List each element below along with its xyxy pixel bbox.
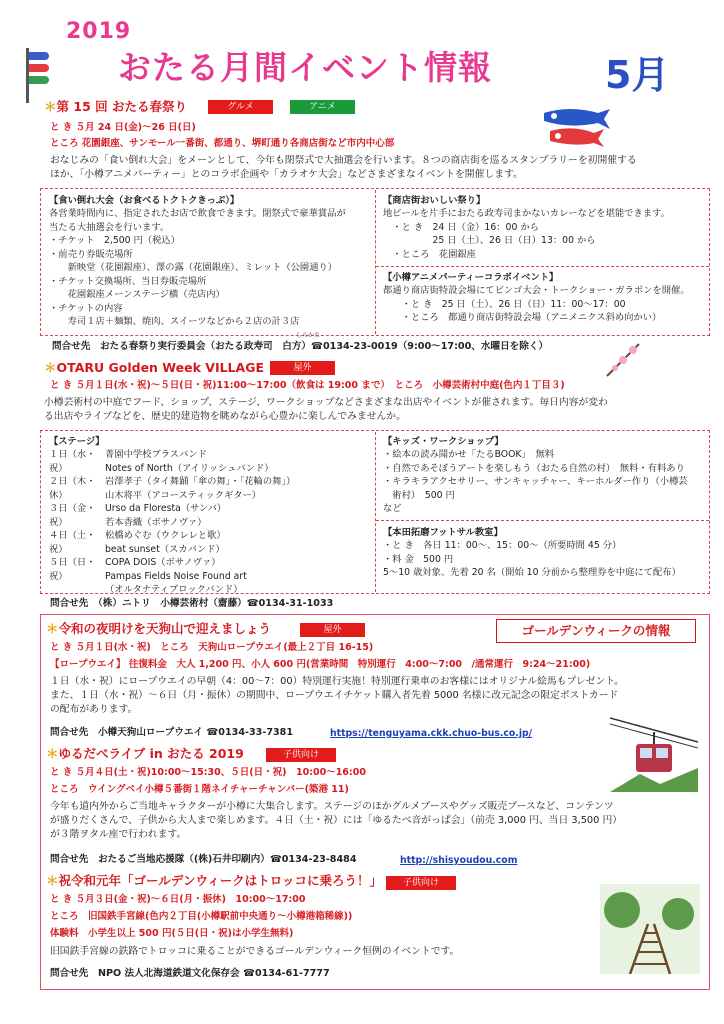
- stage-day: １日（水・祝） 菁園中学校ブラスバンド Notes of North（アイリッシュバンド）: [49, 449, 274, 474]
- torokko-fee: 体験料 小学生以上 500 円(５日(日・祝)は小学生無料): [50, 928, 294, 939]
- star-icon: ＊: [46, 746, 59, 761]
- star-icon: ＊: [46, 621, 59, 636]
- festival-contact: 問合せ先 おたる春祭り実行委員会（おたる政寿司 白方）☎0134-23-0019（9:00〜17:00、水曜日を除く）: [52, 341, 549, 352]
- stage-day: ４日（土・祝） 松橋めぐむ（ウクレレと歌） beat sunset（スカバンド）: [49, 530, 226, 555]
- kuidaore-box: 【食い倒れ大会（お食べるトクトクきっぷ）】 各営業時間内に、指定されたお店で飲食できます。閉祭式で豪華賞品が 当たる大抽選会を行います。 ・チケット 2,500 円（税込） ・前売り券販売場所 新映堂（花園銀座）、澤の露（花園銀座）、ミレット（公園通り） ・チケット交換場所、当日券販売場所 花園銀座メーンステージ横（売店内） ・チケットの内容 寿司１店＋麺類、焼肉、スイーツなどから２店の計３店: [49, 195, 346, 328]
- torokko-date: と き ５月３日(金・祝)〜６日(月・振休) 10:00〜17:00: [50, 894, 306, 905]
- divider: [375, 432, 376, 592]
- gw-village-contact: 問合せ先 （株）ニトリ 小樽芸術村（齋藤）☎0134-31-1033: [50, 598, 334, 609]
- page-title: おたる月間イベント情報: [118, 48, 492, 87]
- railway-track-icon: [600, 884, 700, 974]
- festival-date: と き ５月 24 日(金)〜26 日(日): [50, 122, 196, 133]
- tenguyama-ropeway: 【ロープウエイ】 往復料金 大人 1,200 円、小人 600 円(営業時間 特別運行 4:00〜7:00 /通常運行 9:24〜21:00): [50, 659, 591, 670]
- yurudera-place: ところ ウイングベイ小樽５番街１階ネイチャーチャンバー(築港 11): [50, 784, 349, 795]
- koinobori-icon: [29, 76, 49, 84]
- torokko-title: ＊祝令和元年「ゴールデンウィークはトロッコに乗ろう！」: [46, 873, 383, 888]
- yurudera-desc: 今年も道内外からご当地キャラクターが小樽に大集合します。ステージのほかグルメブースやグッズ販売ブースなど、コンテンツ が盛りだくさんで、子供から大人まで楽しめます。４日（土・祝）には「ゆるたべ音がっぱ会」（前売 3,000 円、当日 3,500 円） が３階ヲタル座で行われます。: [50, 801, 623, 841]
- yurudera-link[interactable]: http://shisyoudou.com: [400, 855, 518, 866]
- yurudera-title: ＊ゆるだべライブ in おたる 2019: [46, 746, 244, 761]
- koinobori-illustration-icon: [540, 103, 615, 151]
- tag-kids: 子供向け: [266, 748, 336, 762]
- page-year: 2019: [66, 19, 132, 44]
- tag-gourmet: グルメ: [208, 100, 273, 114]
- koinobori-icon: [29, 64, 49, 72]
- festival-desc: おなじみの「食い倒れ大会」をメーンとして、今年も閉祭式で大抽選会を行います。８つの商店街を巡るスタンプラリーを初開催する ほか、「小樽アニメパーティー」とのコラボ企画や「カラオケ大会」などさまざまなイベントを開催します。: [50, 155, 637, 181]
- ropeway-gondola-icon: [610, 712, 698, 792]
- cherry-blossom-icon: [605, 338, 643, 380]
- anime-collab-box: 【小樽アニメパーティーコラボイベント】 都通り商店街特設会場にてビンゴ大会・トークショー・ガラポンを開催。 ・と き 25 日（土）、26 日（日）11：00〜17：00 ・ところ 都通り商店街特設会場（アニメニクス斜め向かい）: [383, 272, 690, 324]
- gw-village-desc: 小樽芸術村の中庭でフード、ショップ、ステージ、ワークショップなどさまざまな出店やイベントが催されます。毎日内容が変わ る出店やライブなどを、歴史的建造物を眺めながら心豊かに楽しんでみませんか。: [44, 397, 608, 423]
- stage-day: ５日（日・祝） COPA DOIS（ボサノヴァ） Pampas Fields Noise Found art （オルタナティブロックバンド）: [49, 557, 247, 596]
- star-icon: ＊: [46, 873, 59, 888]
- yurudera-date: と き ５月４日(土・祝)10:00〜15:30、５日(日・祝) 10:00〜16:00: [50, 767, 366, 778]
- stage-day: ２日（木・休） 岩澤孝子（タイ舞踊「傘の舞」・「花輪の舞」） 山木将平（アコースティックギター）: [49, 476, 296, 501]
- divider: [376, 520, 709, 521]
- tenguyama-date: と き ５月１日(水・祝) ところ 天狗山ロープウエイ(最上２丁目 16-15): [50, 642, 374, 653]
- star-icon: ＊: [44, 99, 57, 114]
- divider: [375, 190, 376, 334]
- tenguyama-contact: 問合せ先 小樽天狗山ロープウエイ ☎0134-33-7381: [50, 727, 294, 738]
- tag-kids: 子供向け: [386, 876, 456, 890]
- festival-place: ところ 花園銀座、サンモール一番街、都通り、堺町通り各商店街など市内中心部: [50, 138, 395, 149]
- stage-box: 【ステージ】 １日（水・祝） 菁園中学校ブラスバンド Notes of North（アイリッシュバンド） ２日（木・休） 岩澤孝子（タイ舞踊「傘の舞」・「花輪の舞」） 山木将平（アコースティックギター） ３日（金・祝） Urso da Floresta（サンバ） 若本香織（ボサノヴァ） ４日（土・祝） 松橋めぐむ（ウクレレと歌） beat sunset（スカバンド） ５日（日・祝） COPA DOIS（ボサノヴァ） Pampas Fields Noise Found art （オルタナティブロックバンド）: [44, 432, 374, 600]
- golden-week-banner: ゴールデンウィークの情報: [496, 619, 696, 643]
- gw-village-date: と き ５月１日(水・祝)〜５日(日・祝)11:00〜17:00（飲食は 19:00 まで） ところ 小樽芸術村中庭(色内１丁目３): [50, 380, 565, 391]
- yurudera-contact: 問合せ先 おたるご当地応援隊（(株)石井印刷内）☎0134-23-8484: [50, 854, 357, 865]
- gw-village-title: ＊OTARU Golden Week VILLAGE: [44, 360, 264, 375]
- divider: [376, 266, 709, 267]
- festival-title: ＊第 15 回 おたる春祭り: [44, 99, 187, 114]
- torokko-desc: 旧国鉄手宮線の鉄路でトロッコに乗ることができるゴールデンウィーク恒例のイベントです。: [50, 946, 460, 957]
- kids-workshop-box: 【キッズ・ワークショップ】 ・絵本の読み聞かせ「たるBOOK」 無料 ・自然であそぼうアートを楽しもう（おたる自然の村） 無料・有料あり ・キラキラアクセサリー、サンキャッチャー、キーホルダー作り（小樽芸 術村） 500 円 など: [383, 436, 688, 515]
- torokko-contact: 問合せ先 NPO 法人北海道鉄道文化保存会 ☎0134-61-7777: [50, 968, 330, 979]
- tenguyama-link[interactable]: https://tenguyama.ckk.chuo-bus.co.jp/: [330, 728, 533, 739]
- tag-outdoor: 屋外: [270, 361, 335, 375]
- oishii-box: 【商店街おいしい祭り】 地ビールを片手におたる政寿司まかないカレーなどを堪能できます。 ・と き 24 日（金）16：00 から 25 日（土）、26 日（日）13：00 から ・ところ 花園銀座: [383, 195, 670, 260]
- tag-outdoor: 屋外: [300, 623, 365, 637]
- torokko-place: ところ 旧国鉄手宮線(色内２丁目(小樽駅前中央通り〜小樽港箱稀線)): [50, 911, 353, 922]
- tag-anime: アニメ: [290, 100, 355, 114]
- tenguyama-desc: １日（水・祝）にロープウエイの早朝（4：00〜7：00）特別運行実施！特別運行乗車のお客様にはオリジナル絵馬もプレゼント。 また、１日（水・祝）〜６日（月・振休）の期間中、ロープウエイチケット購入者先着 5000 名様に改元記念の限定ポストカード の配布があります。: [50, 676, 624, 716]
- koinobori-icon: [29, 52, 49, 60]
- futsal-box: 【本田拓磨フットサル教室】 ・と き 各日 11：00〜、15：00〜（所要時間 45 分） ・料 金 500 円 5〜10 歳対象、先着 20 名（開始 10 分前から整理券を中庭にて配布）: [383, 527, 681, 579]
- koinobori-pole: [26, 48, 29, 103]
- stage-day: ３日（金・祝） Urso da Floresta（サンバ） 若本香織（ボサノヴァ）: [49, 503, 227, 528]
- tenguyama-title: ＊令和の夜明けを天狗山で迎えましょう: [46, 621, 272, 636]
- page-month: 5月: [605, 53, 670, 97]
- star-icon: ＊: [44, 360, 57, 375]
- ruby-text: しらかた: [296, 332, 321, 339]
